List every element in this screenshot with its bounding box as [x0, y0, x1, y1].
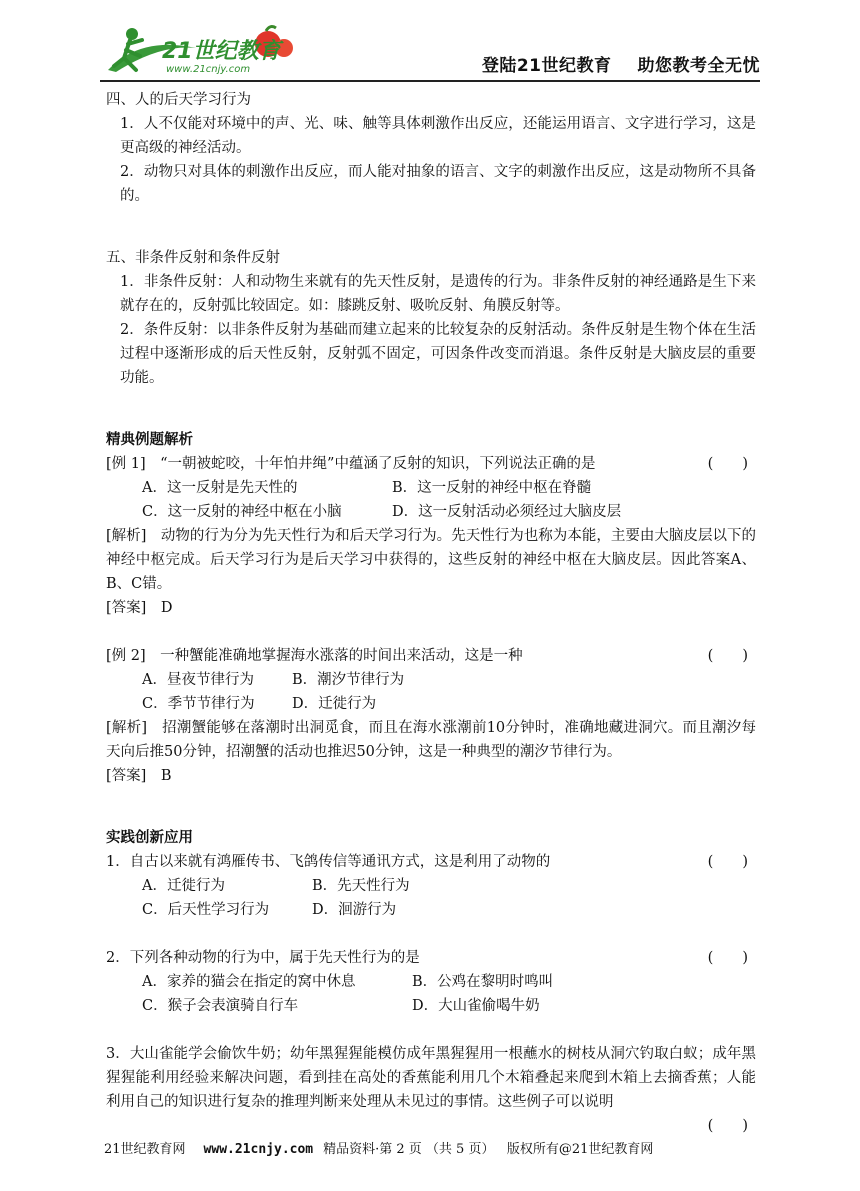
logo-url: www.21cnjy.com: [166, 64, 251, 75]
practice-2-answer-blank: ( ): [707, 950, 748, 966]
example-2-question: [106, 644, 756, 668]
example-2-options-row-1: [106, 668, 756, 692]
examples-heading: 精典例题解析: [106, 432, 193, 448]
header-slogan: [482, 51, 760, 76]
section5-paragraph-1: 1．非条件反射：人和动物生来就有的先天性反射，是遗传的行为。非条件反射的神经通路是生下来就存在的，反射弧比较固定。如：膝跳反射、吸吮反射、角膜反射等。: [120, 274, 756, 314]
practice-2-question: [106, 946, 756, 970]
example-2-answer-blank: ( ): [707, 648, 748, 664]
example-2-analysis: [解析] 招潮蟹能够在落潮时出洞觅食，而且在海水涨潮前10分钟时，准确地藏进洞穴。而且潮汐每天向后推50分钟，招潮蟹的活动也推迟50分钟，这是一种典型的潮汐节律行为。: [106, 720, 756, 760]
example-1-question: [106, 452, 756, 476]
practice-heading: 实践创新应用: [106, 830, 193, 846]
practice-2-options-row-2: [106, 994, 756, 1018]
slogan-right: 助您教考全无忧: [637, 56, 760, 76]
example-1-option-b: B．这一反射的神经中枢在脊髓: [392, 480, 592, 496]
section4-paragraph-2: 2．动物只对具体的刺激作出反应，而人能对抽象的语言、文字的刺激作出反应，这是动物所不具备的。: [120, 164, 756, 204]
footer-copyright: 版权所有@21世纪教育网: [506, 1142, 654, 1157]
example-1-option-c: C．这一反射的神经中枢在小脑: [142, 504, 342, 520]
practice-3-question: 3．大山雀能学会偷饮牛奶；幼年黑猩猩能模仿成年黑猩猩用一根蘸水的树枝从洞穴钓取白蚁；成年黑猩猩能利用经验来解决问题，看到挂在高处的香蕉能利用几个木箱叠起来爬到木箱上去摘香蕉；人能利用自己的知识进行复杂的推理判断来处理从未见过的事情。这些例子可以说明: [106, 1046, 756, 1110]
logo-graphic: [100, 18, 300, 78]
example-2-option-b: B．潮汐节律行为: [292, 672, 405, 688]
page-header: [100, 18, 760, 82]
example-1-option-a: A．这一反射是先天性的: [142, 480, 298, 496]
example-2-option-c: C．季节节律行为: [142, 696, 255, 712]
practice-1-option-d: D．洄游行为: [312, 902, 397, 918]
footer-site-name: 21世纪教育网: [104, 1142, 186, 1157]
practice-2-text: 2．下列各种动物的行为中，属于先天性行为的是: [106, 950, 420, 966]
practice-2-option-b: B．公鸡在黎明时鸣叫: [412, 974, 554, 990]
slogan-left: 登陆21世纪教育: [481, 56, 612, 76]
practice-2-option-a: A．家养的猫会在指定的窝中休息: [142, 974, 356, 990]
logo-text: 21世纪教育: [162, 39, 281, 64]
practice-1-text: 1．自古以来就有鸿雁传书、飞鸽传信等通讯方式，这是利用了动物的: [106, 854, 551, 870]
practice-1-options-row-1: [106, 874, 756, 898]
footer-page-number: 精品资料·第 2 页 （共 5 页）: [323, 1142, 495, 1157]
practice-1-options-row-2: [106, 898, 756, 922]
section5-title: 五、非条件反射和条件反射: [106, 250, 280, 266]
example-2-answer: [答案] B: [106, 768, 172, 784]
footer-url: www.21cnjy.com: [203, 1142, 314, 1157]
example-1-options-row-1: [106, 476, 756, 500]
example-2-option-a: A．昼夜节律行为: [142, 672, 254, 688]
document-body: [106, 88, 756, 1138]
example-1-answer: [答案] D: [106, 600, 173, 616]
practice-1-option-a: A．迁徙行为: [142, 878, 225, 894]
practice-1-question: [106, 850, 756, 874]
example-1-text: [例 1] “一朝被蛇咬，十年怕井绳”中蕴涵了反射的知识，下列说法正确的是: [106, 456, 596, 472]
example-2-text: [例 2] 一种蟹能准确地掌握海水涨落的时间出来活动，这是一种: [106, 648, 523, 664]
section4-title: 四、人的后天学习行为: [106, 92, 251, 108]
section5-paragraph-2: 2．条件反射：以非条件反射为基础而建立起来的比较复杂的反射活动。条件反射是生物个体在生活过程中逐渐形成的后天性反射，反射弧不固定，可因条件改变而消退。条件反射是大脑皮层的重要功能。: [120, 322, 756, 386]
example-2-options-row-2: [106, 692, 756, 716]
section4-paragraph-1: 1．人不仅能对环境中的声、光、味、触等具体刺激作出反应，还能运用语言、文字进行学习，这是更高级的神经活动。: [120, 116, 756, 156]
example-1-answer-blank: ( ): [707, 456, 748, 472]
practice-2-options-row-1: [106, 970, 756, 994]
practice-2-option-d: D．大山雀偷喝牛奶: [412, 998, 540, 1014]
example-1-options-row-2: [106, 500, 756, 524]
practice-3-answer-blank: ( ): [707, 1118, 748, 1134]
example-2-option-d: D．迁徙行为: [292, 696, 377, 712]
example-1-analysis: [解析] 动物的行为分为先天性行为和后天学习行为。先天性行为也称为本能，主要由大脑皮层以下的神经中枢完成。后天学习行为是后天学习中获得的，这些反射的神经中枢在大脑皮层。因此答案A、B、C错。: [106, 528, 756, 592]
logo: [100, 18, 300, 78]
page-footer: [104, 1138, 764, 1157]
practice-1-option-c: C．后天性学习行为: [142, 902, 270, 918]
practice-1-option-b: B．先天性行为: [312, 878, 410, 894]
example-1-option-d: D．这一反射活动必须经过大脑皮层: [392, 504, 622, 520]
practice-1-answer-blank: ( ): [707, 854, 748, 870]
practice-2-option-c: C．猴子会表演骑自行车: [142, 998, 299, 1014]
